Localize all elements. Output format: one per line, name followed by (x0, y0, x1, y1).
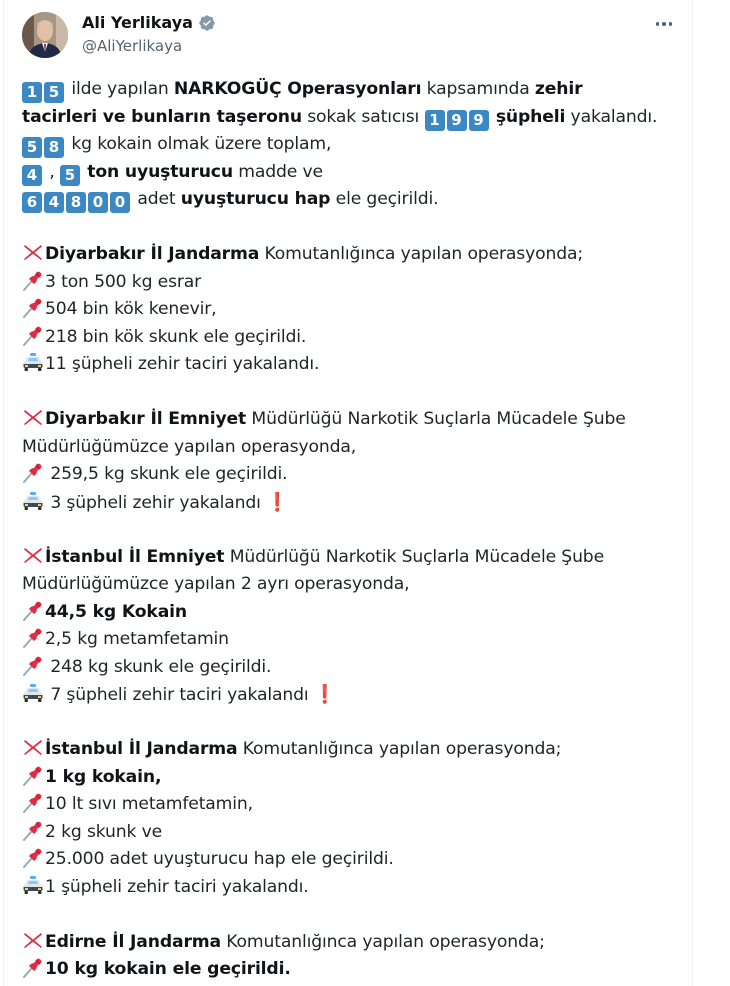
keycap-digit: 0 (110, 192, 130, 213)
item-text: 11 şüpheli zehir taciri yakalandı. (45, 354, 320, 374)
keycap-digit: 9 (469, 110, 489, 131)
ellipsis-icon (656, 22, 660, 26)
seizure-item (22, 764, 692, 792)
timeline-left-border (3, 0, 4, 986)
pushpin-icon (22, 626, 44, 648)
item-text: 218 bin kök skunk ele geçirildi. (45, 326, 307, 347)
keycap-digit: 1 (425, 110, 445, 131)
seizure-item (22, 791, 692, 819)
text: ele geçirildi. (330, 189, 439, 209)
pushpin-icon (22, 461, 44, 483)
seizure-item (22, 626, 692, 654)
police-car-icon (22, 682, 44, 704)
author-handle[interactable]: @AliYerlikaya (82, 37, 183, 55)
cross-mark-icon (22, 241, 44, 263)
section-title-bold: Diyarbakır İl Jandarma (45, 244, 260, 264)
keycap-digit: 4 (44, 192, 64, 213)
pushpin-icon (22, 956, 44, 978)
seizure-item (22, 324, 692, 352)
text: , (44, 161, 60, 182)
seizure-item (22, 819, 692, 847)
section-title-rest: Müdürlüğü Narkotik Suçlarla Mücadele Şube (246, 409, 626, 429)
keycap-digit: 6 (22, 192, 42, 213)
bold-text: şüpheli (495, 106, 566, 127)
cross-mark-icon (22, 736, 44, 758)
tweet-header (22, 0, 684, 68)
section-title-bold: İstanbul İl Emniyet (45, 546, 225, 567)
intro-line-2 (22, 104, 692, 132)
verified-badge-icon (198, 14, 216, 32)
text: madde ve (232, 161, 323, 182)
ellipsis-dot (669, 22, 673, 26)
seizure-item (22, 599, 692, 627)
item-text: 2,5 kg metamfetamin (45, 629, 229, 649)
section-title (22, 736, 692, 764)
bold-text: zehir (534, 79, 583, 99)
keycap-digit: 5 (22, 137, 42, 158)
pushpin-icon (22, 819, 44, 841)
text: adet (132, 189, 181, 209)
keycap-digit: 4 (22, 165, 42, 186)
bold-text: tacirleri ve bunların taşeronu (22, 106, 302, 127)
pushpin-icon (22, 324, 44, 346)
section-title-bold: Edirne İl Jandarma (45, 931, 221, 952)
author-display-name[interactable]: Ali Yerlikaya (82, 13, 193, 32)
pushpin-icon (22, 791, 44, 813)
seizure-item (22, 846, 692, 874)
item-text: 7 şüpheli zehir taciri yakalandı (45, 685, 314, 705)
section-title-rest: Müdürlüğü Narkotik Suçlarla Mücadele Şube (224, 546, 604, 567)
pushpin-icon (22, 296, 44, 318)
item-text: 10 kg kokain ele geçirildi. (45, 959, 291, 979)
text: yakalandı. (565, 106, 658, 127)
cross-mark-icon (22, 406, 44, 428)
keycap-digit: 8 (66, 192, 86, 213)
pushpin-icon (22, 654, 44, 676)
author-name-row (82, 13, 216, 32)
blank-line (22, 516, 692, 544)
section-title-rest: Komutanlığınca yapılan operasyonda; (259, 244, 584, 264)
section-title-bold: Diyarbakır İl Emniyet (45, 409, 247, 429)
tweet (22, 0, 684, 979)
item-text: 3 şüpheli zehir yakalandı (45, 492, 267, 513)
blank-line (22, 214, 692, 242)
item-text: 44,5 kg Kokain (45, 601, 187, 622)
section-title (22, 929, 692, 957)
keycap-digit: 9 (447, 110, 467, 131)
bold-text: NARKOGÜÇ Operasyonları (173, 79, 422, 99)
item-text: 259,5 kg skunk ele geçirildi. (45, 464, 288, 484)
avatar-photo-icon (22, 12, 68, 58)
item-text: 248 kg skunk ele geçirildi. (45, 656, 272, 677)
seizure-item (22, 351, 692, 379)
seizure-item (22, 681, 692, 709)
seizure-item (22, 296, 692, 324)
item-text: 25.000 adet uyuşturucu hap ele geçirildi. (45, 849, 394, 869)
section-title (22, 544, 692, 572)
operation-sections (22, 214, 692, 984)
police-car-icon (22, 351, 44, 373)
avatar[interactable] (22, 12, 68, 58)
item-text: 3 ton 500 kg esrar (45, 271, 202, 292)
section-title (22, 241, 692, 269)
keycap-digit: 5 (44, 82, 64, 103)
keycap-digit: 5 (60, 165, 80, 186)
section-title-rest: Komutanlığınca yapılan operasyonda; (237, 739, 562, 759)
blank-line (22, 901, 692, 929)
pushpin-icon (22, 846, 44, 868)
tweet-text (22, 76, 692, 984)
section-title-line-2: Müdürlüğümüzce yapılan operasyonda, (22, 436, 357, 457)
text: sokak satıcısı (301, 106, 425, 127)
keycap-digit: 8 (44, 137, 64, 158)
section-title-line-2: Müdürlüğümüzce yapılan 2 ayrı operasyonda, (22, 574, 410, 594)
more-options-button[interactable] (652, 16, 676, 32)
ellipsis-dot (662, 22, 666, 26)
seizure-item (22, 874, 692, 902)
timeline-right-border (692, 0, 693, 986)
intro-line-4 (22, 159, 692, 187)
item-text: 504 bin kök kenevir, (45, 299, 217, 319)
seizure-item (22, 269, 692, 297)
pushpin-icon (22, 764, 44, 786)
police-car-icon (22, 490, 44, 512)
section-title-rest: Komutanlığınca yapılan operasyonda; (220, 931, 545, 952)
intro-line-1 (22, 76, 692, 104)
item-text: 1 şüpheli zehir taciri yakalandı. (45, 876, 309, 897)
item-text: 10 lt sıvı metamfetamin, (45, 794, 253, 814)
item-text: 2 kg skunk ve (45, 821, 163, 842)
seizure-item (22, 461, 692, 489)
text: kg kokain olmak üzere toplam, (66, 134, 332, 154)
police-car-icon (22, 874, 44, 896)
seizure-item (22, 489, 692, 517)
exclamation-icon: ❗ (313, 684, 337, 705)
intro-line-3 (22, 131, 692, 159)
seizure-item (22, 956, 692, 984)
bold-text: ton uyuşturucu (87, 161, 233, 182)
seizure-item (22, 654, 692, 682)
keycap-digit: 1 (22, 82, 42, 103)
cross-mark-icon (22, 544, 44, 566)
blank-line (22, 379, 692, 407)
pushpin-icon (22, 599, 44, 621)
pushpin-icon (22, 269, 44, 291)
blank-line (22, 709, 692, 737)
cross-mark-icon (22, 929, 44, 951)
item-text: 1 kg kokain, (45, 766, 162, 787)
section-title-bold: İstanbul İl Jandarma (45, 739, 238, 759)
section-title (22, 406, 692, 434)
text: ilde yapılan (66, 79, 174, 99)
exclamation-icon: ❗ (266, 491, 289, 513)
intro-line-5 (22, 186, 692, 214)
bold-text: uyuşturucu hap (180, 189, 331, 209)
keycap-digit: 0 (88, 192, 108, 213)
text: kapsamında (421, 79, 535, 99)
